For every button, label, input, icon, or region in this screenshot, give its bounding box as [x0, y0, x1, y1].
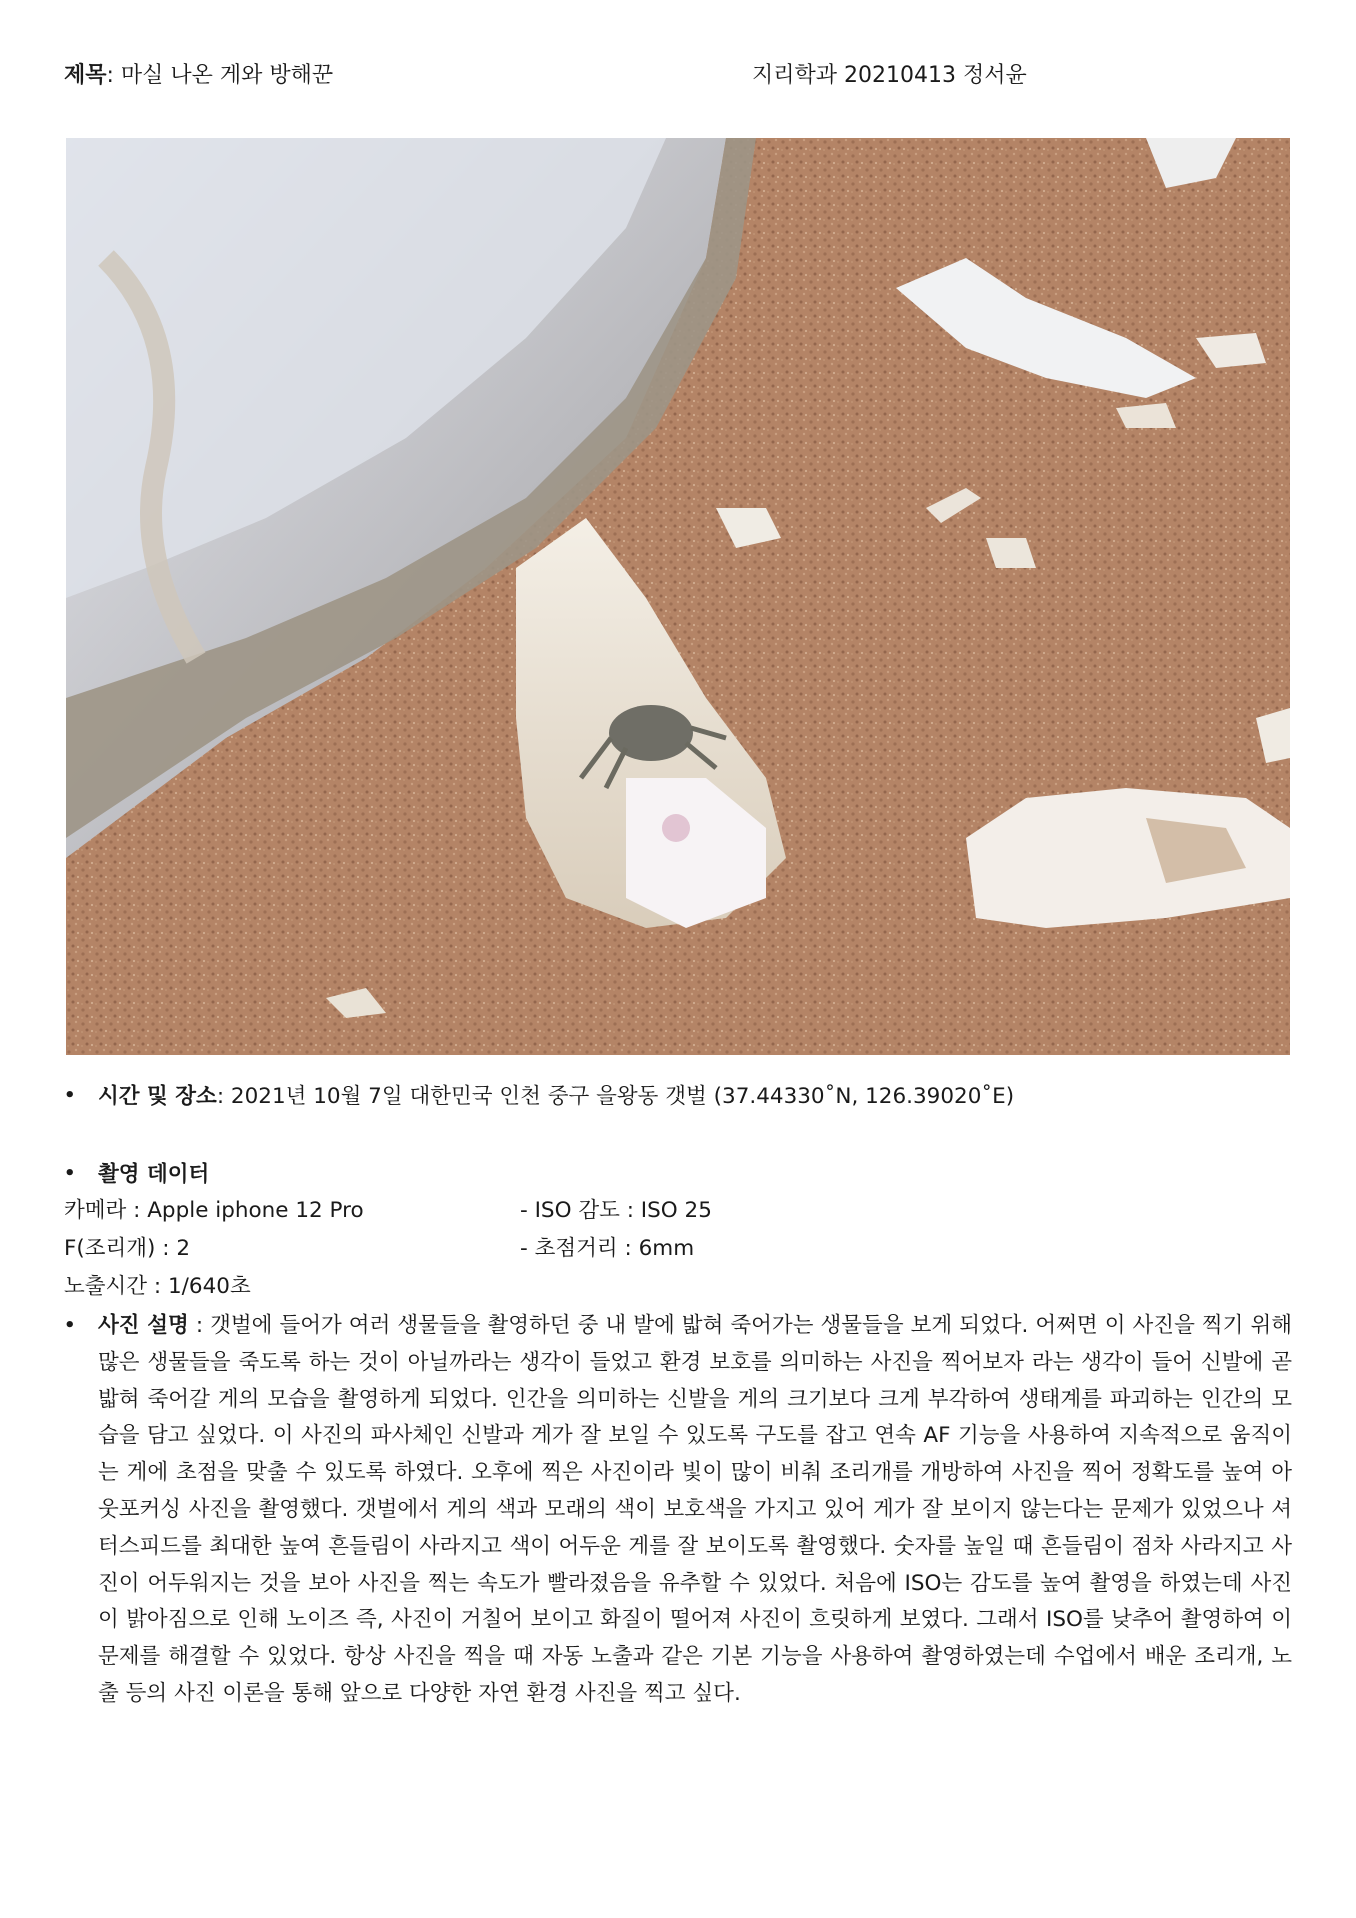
exposure-line [64, 1272, 251, 1302]
aperture-value: F(조리개) : 2 [64, 1236, 191, 1261]
bullet-icon: • [64, 1085, 76, 1106]
time-place-line [64, 1082, 1014, 1113]
camera-value: 카메라 : Apple iphone 12 Pro [64, 1198, 364, 1223]
exposure-value: 노출시간 : 1/640초 [64, 1274, 251, 1299]
time-place-text: : 2021년 10월 7일 대한민국 인천 중구 을왕동 갯벌 (37.44330˚N, 126.39020˚E) [216, 1084, 1015, 1109]
page-title [64, 58, 333, 89]
iso-value: - ISO 감도 : ISO 25 [520, 1198, 712, 1223]
camera-iso-line [64, 1196, 712, 1226]
description-label: 사진 설명 [98, 1313, 189, 1338]
author-info: 지리학과 20210413 정서윤 [752, 63, 1027, 88]
bullet-icon: • [64, 1163, 76, 1184]
page-header [64, 58, 1292, 98]
focal-length-value: - 초점거리 : 6mm [520, 1236, 695, 1261]
bullet-icon: • [64, 1315, 76, 1336]
title-text: : 마실 나온 게와 방해꾼 [106, 63, 334, 88]
shooting-data-label: 촬영 데이터 [98, 1162, 210, 1187]
title-label: 제목 [64, 63, 107, 88]
crab-photo [66, 138, 1290, 1055]
photo-illustration [66, 138, 1290, 1055]
time-place-label: 시간 및 장소 [98, 1084, 217, 1109]
aperture-focal-line [64, 1234, 695, 1264]
shooting-data-heading [64, 1160, 209, 1191]
description-text: : 갯벌에 들어가 여러 생물들을 촬영하던 중 내 발에 밟혀 죽어가는 생물들을 보게 되었다. 어쩌면 이 사진을 찍기 위해 많은 생물들을 죽도록 하는 것이 아닐까라는 생각이 들었고 환경 보호를 의미하는 사진을 찍어보자 라는 생각이 들어 신발에 곧 밟혀 죽어갈 게의 모습을 촬영하게 되었다. 인간을 의미하는 신발을 게의 크기보다 크게 부각하여 생태계를 파괴하는 인간의 모습을 담고 싶었다. 이 사진의 파사체인 신발과 게가 잘 보일 수 있도록 구도를 잡고 연속 AF 기능을 사용하여 지속적으로 움직이는 게에 초점을 맞출 수 있도록 하였다. 오후에 찍은 사진이라 빛이 많이 비춰 조리개를 개방하여 사진을 찍어 정확도를 높여 아웃포커싱 사진을 촬영했다. 갯벌에서 게의 색과 모래의 색이 보호색을 가지고 있어 게가 잘 보이지 않는다는 문제가 있었으나 셔터스피드를 최대한 높여 흔들림이 사라지고 색이 어두운 게를 잘 보이도록 촬영했다. 숫자를 높일 때 흔들림이 점차 사라지고 사진이 어두워지는 것을 보아 사진을 찍는 속도가 빨라졌음을 유추할 수 있었다. 처음에 ISO는 감도를 높여 촬영을 하였는데 사진이 밝아짐으로 인해 노이즈 즉, 사진이 거칠어 보이고 화질이 떨어져 사진이 흐릿하게 보였다. 그래서 ISO를 낮추어 촬영하여 이 문제를 해결할 수 있었다. 항상 사진을 찍을 때 자동 노출과 같은 기본 기능을 사용하여 촬영하였는데 수업에서 배운 조리개, 노출 등의 사진 이론을 통해 앞으로 다양한 자연 환경 사진을 찍고 싶다. [98, 1313, 1293, 1706]
photo-description [98, 1308, 1292, 1713]
